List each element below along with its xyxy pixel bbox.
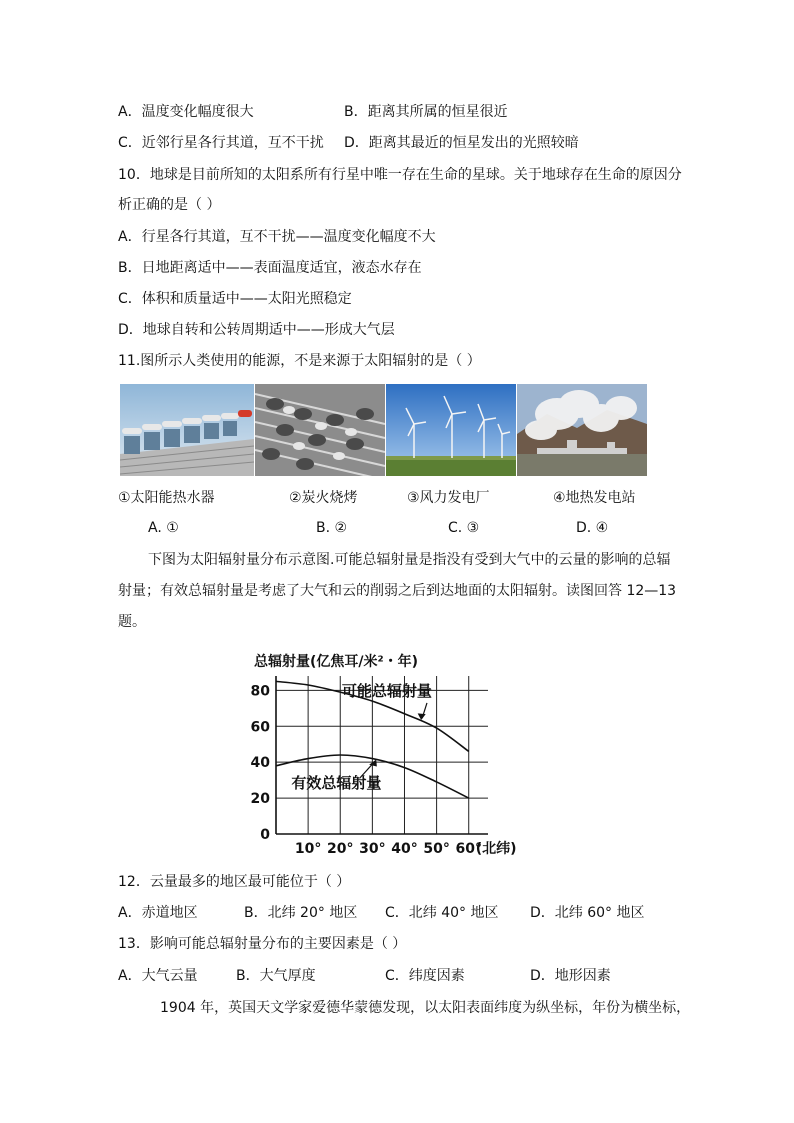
y-tick-label: 0 [260, 827, 270, 843]
q12-option-d: D．北纬 60° 地区 [530, 905, 645, 921]
q13-option-b: B．大气厚度 [236, 968, 316, 984]
q11-option-b: B. ② [316, 520, 348, 536]
q10-stem-cont: 析正确的是（ ） [118, 197, 221, 213]
q9-option-d: D．距离其最近的恒星发出的光照较暗 [344, 135, 579, 151]
x-axis-unit: (北纬) [475, 841, 517, 857]
q10-option-a: A．行星各行其道，互不干扰——温度变化幅度不大 [118, 229, 436, 245]
q13-stem: 13．影响可能总辐射量分布的主要因素是（ ） [118, 936, 407, 952]
wind-farm-photo [386, 384, 516, 476]
x-tick-label: 20° [327, 841, 354, 857]
q11-option-c: C. ③ [448, 520, 480, 536]
intro-paragraph-end: 题。 [118, 614, 146, 630]
q14-intro: 1904 年，英国天文学家爱德华蒙德发现，以太阳表面纬度为纵坐标，年份为横坐标， [160, 1000, 691, 1016]
q10-option-c: C．体积和质量适中——太阳光照稳定 [118, 291, 352, 307]
x-tick-label: 10° [294, 841, 322, 857]
q12-option-a: A．赤道地区 [118, 905, 198, 921]
q12-option-b: B．北纬 20° 地区 [244, 905, 358, 921]
q10-option-d: D．地球自转和公转周期适中——形成大气层 [118, 322, 395, 338]
geothermal-plant-photo [517, 384, 647, 476]
y-tick-label: 80 [250, 683, 270, 700]
charcoal-barbecue-photo [255, 384, 385, 476]
photo-caption-2: ②炭火烧烤 [289, 490, 358, 506]
q13-option-d: D．地形因素 [530, 968, 611, 984]
q13-option-c: C．纬度因素 [385, 968, 465, 984]
series-label-effective: 有效总辐射量 [291, 774, 382, 793]
q10-stem: 10．地球是目前所知的太阳系所有行星中唯一存在生命的星球。关于地球存在生命的原因分 [118, 167, 682, 183]
q11-option-a: A. ① [148, 520, 179, 536]
q13-option-a: A．大气云量 [118, 968, 198, 984]
q11-option-d: D. ④ [576, 520, 609, 536]
x-tick-label: 30° [359, 841, 386, 857]
x-tick-label: 40° [391, 841, 418, 857]
q12-stem: 12．云量最多的地区最可能位于（ ） [118, 874, 351, 890]
q9-option-a: A．温度变化幅度很大 [118, 104, 254, 120]
series-label-possible: 可能总辐射量 [341, 681, 432, 700]
q11-stem: 11.图所示人类使用的能源，不是来源于太阳辐射的是（ ） [118, 353, 481, 369]
x-tick-label: 60° [455, 841, 482, 857]
intro-paragraph-cont: 射量；有效总辐射量是考虑了大气和云的削弱之后到达地面的太阳辐射。读图回答 12—13 [118, 583, 677, 599]
q12-option-c: C．北纬 40° 地区 [385, 905, 499, 921]
series-arrowhead-effective [369, 759, 377, 766]
intro-paragraph: 下图为太阳辐射量分布示意图.可能总辐射量是指没有受到大气中的云量的影响的总辐 [148, 552, 671, 568]
y-tick-label: 40 [250, 755, 270, 772]
solar-radiation-chart [236, 648, 556, 863]
chart-title: 总辐射量(亿焦耳/米²・年) [254, 654, 419, 670]
solar-water-heater-photo [120, 384, 254, 476]
y-tick-label: 60 [250, 719, 270, 736]
q10-option-b: B．日地距离适中——表面温度适宜，液态水存在 [118, 260, 422, 276]
photo-caption-1: ①太阳能热水器 [118, 490, 215, 506]
photo-caption-4: ④地热发电站 [553, 490, 636, 506]
chart-svg [236, 648, 556, 863]
q9-option-c: C．近邻行星各行其道，互不干扰 [118, 135, 324, 151]
photo-caption-3: ③风力发电厂 [407, 490, 490, 506]
x-tick-label: 50° [423, 841, 450, 857]
q9-option-b: B．距离其所属的恒星很近 [344, 104, 508, 120]
y-tick-label: 20 [250, 791, 270, 808]
